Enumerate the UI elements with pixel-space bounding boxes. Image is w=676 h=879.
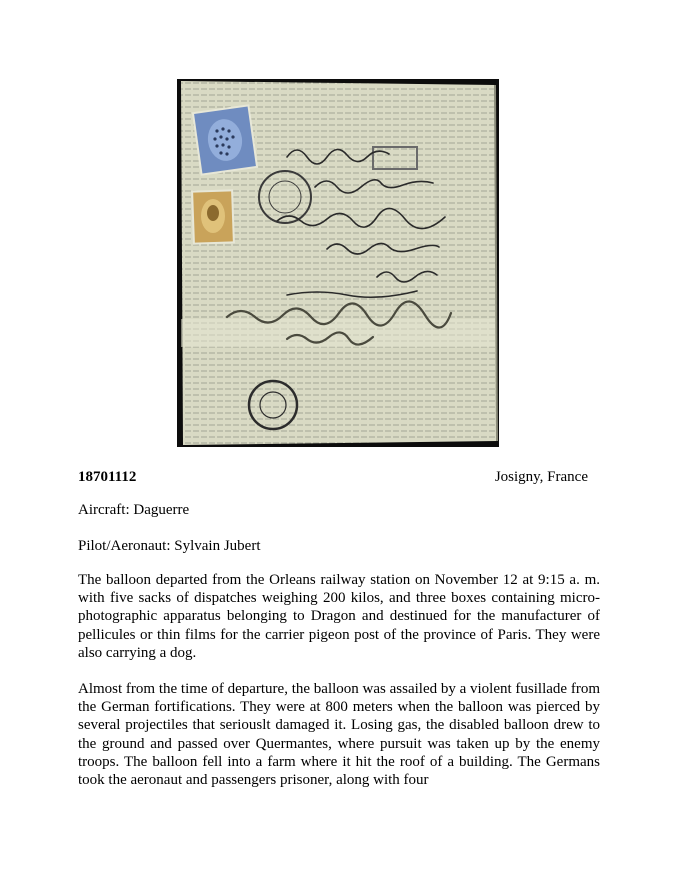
aircraft-line: Aircraft: Daguerre	[78, 502, 190, 518]
bistre-stamp	[192, 190, 234, 243]
cover-illustration	[177, 79, 499, 447]
paragraph-departure: The balloon departed from the Orleans railway station on November 12 at 9:15 a. m. with five sacks of dispatches weighing 200 kilos, and three boxes containing micro-photographic apparatus belonging to Dragon and destinued for the manufacturer of pellicules or thin films for the carrier pigeon post of the province of Paris. They were also carrying a dog.	[78, 572, 600, 661]
pilot-line: Pilot/Aeronaut: Sylvain Jubert	[78, 538, 261, 554]
blue-stamp	[193, 105, 257, 174]
entry-location: Josigny, France	[494, 469, 588, 485]
balloon-cover-photo	[177, 79, 499, 447]
paragraph-descent: Almost from the time of departure, the balloon was assailed by a violent fusillade from the German fortifications. They were at 800 meters when the balloon was pierced by several projectiles that seriouslt damaged it. Losing gas, the disabled balloon drew to the ground and passed over Quermantes, where pursuit was taken up by the enemy troops. The balloon fell into a farm where it hit the roof of a building. The Germans took the aeronaut and passengers prisoner, along with four	[78, 681, 600, 789]
entry-date-code: 18701112	[78, 469, 137, 485]
